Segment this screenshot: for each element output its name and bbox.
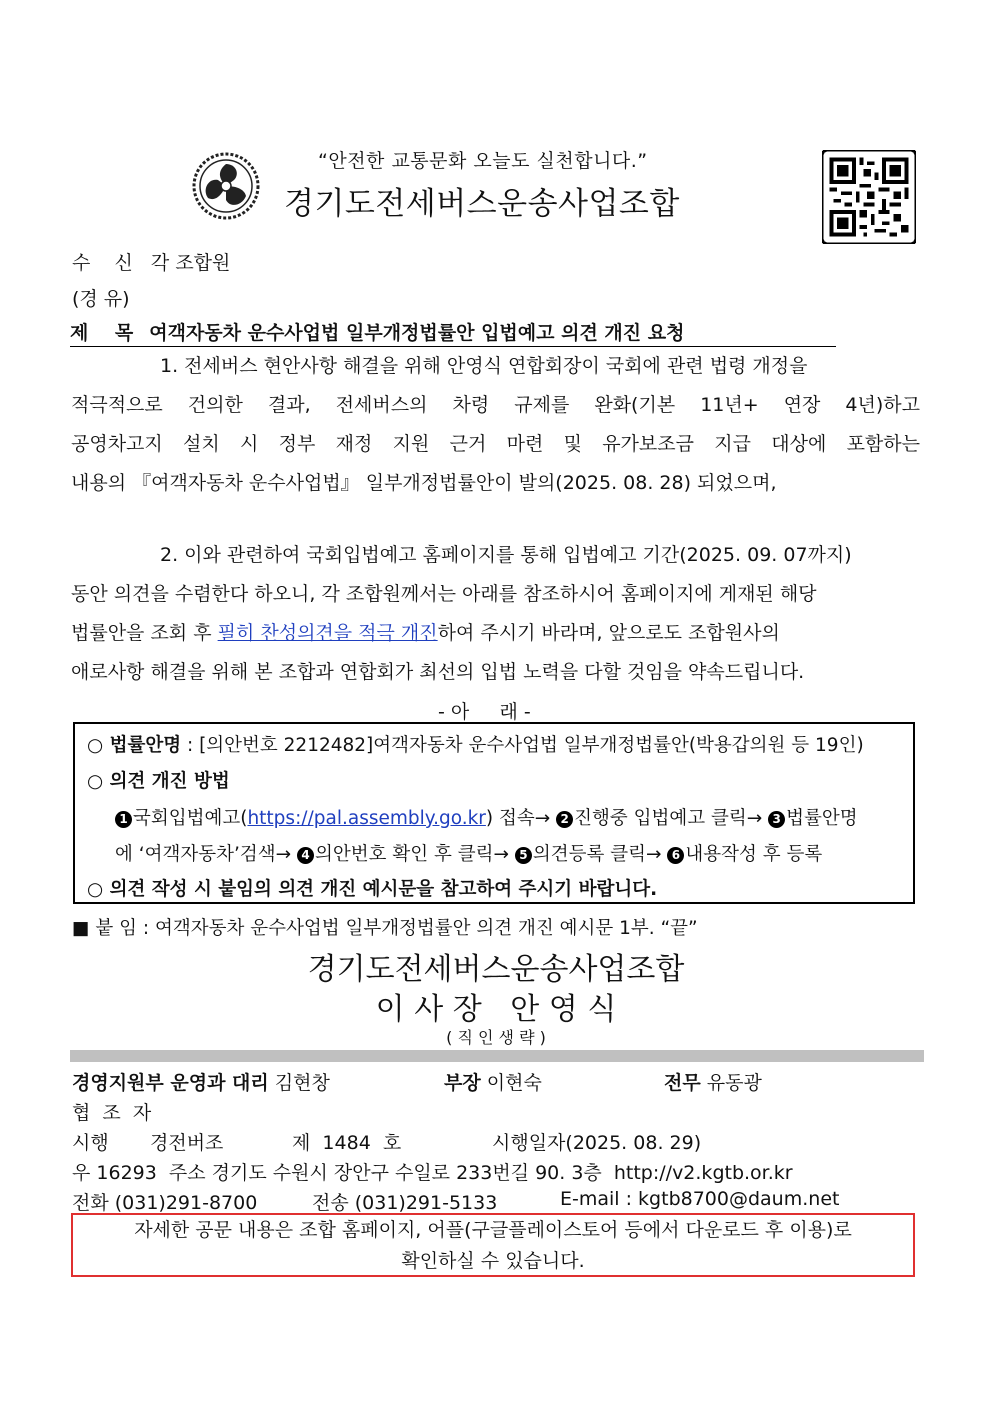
step-1-badge: 1 [115,811,132,828]
step-3-text: 법률안명 [786,808,858,829]
bill-value: : [의안번호 2212482]여객자동차 운수사업법 일부개정법률안(박용갑의원 등 19인) [181,735,864,756]
divider-bar [70,1050,924,1062]
union-logo-icon [190,150,262,222]
slogan: “안전한 교통문화 오늘도 실천합니다.” [318,150,648,172]
org-title: 경기도전세버스운송사업조합 [284,186,680,222]
app-notice-box [71,1213,915,1277]
director-name: 유동광 [700,1072,762,1094]
body-p2-line1: 2. 이와 관련하여 국회입법예고 홈페이지를 통해 입법예고 기간(2025. 09. 07까지) [160,544,852,566]
via-label: (경 유) [72,288,130,310]
recipient-label: 수 신 [72,252,133,274]
step-5-text: 의견등록 클릭→ [532,844,668,865]
body-p1-line2: 적극적으로 건의한 결과, 전세버스의 차령 규제를 완화(기본 11년+ 연장 4년)하고 [71,394,920,416]
recipient-row [72,248,230,275]
phone: 전화 (031)291-8700 [72,1192,258,1214]
drafter-row [72,1068,330,1095]
subject-label: 제 목 [70,322,134,344]
body-p2-line3 [71,618,920,645]
step-1-pre: 국회입법예고( [133,808,248,829]
step-4-text: 의안번호 확인 후 클릭→ [315,844,515,865]
body-p2-line2: 동안 의견을 수렴한다 하오니, 각 조합원께서는 아래를 참조하시어 홈페이지에 게재된 해당 [71,583,817,605]
step-1-post: ) 접속→ [485,808,557,829]
seal-note: ( 직 인 생 략 ) [446,1028,546,1047]
method-steps-line1 [115,804,858,830]
email[interactable]: E-mail : kgtb8700@daum.net [560,1188,840,1210]
manager-row [444,1068,542,1095]
enforce-label: 시행 [72,1132,109,1154]
notice-box [73,722,915,904]
drafter-label: 경영지원부 운영과 대리 [72,1072,269,1094]
emphasis-link[interactable]: 필히 찬성의견을 적극 개진 [217,622,438,644]
assembly-url-link[interactable]: https://pal.assembly.go.kr [247,808,486,829]
address-line: 우 16293 주소 경기도 수원시 장안구 수일로 233번길 90. 3층 http://v2.kgtb.or.kr [72,1162,793,1184]
doc-number: 제 1484 호 [292,1132,402,1154]
body-p2-line4: 애로사항 해결을 위해 본 조합과 연합회가 최선의 입법 노력을 다할 것임을 약속드립니다. [71,661,805,683]
step-5-badge: 5 [515,847,532,864]
manager-label: 부장 [444,1072,481,1094]
body-p1-line3: 공영차고지 설치 시 정부 재정 지원 근거 마련 및 유가보조금 지급 대상에 포함하는 [71,433,920,455]
step-3-cont: 에 ‘여객자동차’검색→ [115,844,297,865]
body-p1-line4: 내용의 『여객자동차 운수사업법』 일부개정법률안이 발의(2025. 08. 28) 되었으며, [71,472,777,494]
step-4-badge: 4 [297,847,314,864]
bill-label: ○ 법률안명 [87,735,182,756]
qr-code-icon[interactable] [822,150,916,244]
manager-name: 이현숙 [480,1072,542,1094]
signature-org: 경기도전세버스운송사업조합 [307,952,685,987]
drafter-name: 김현창 [268,1072,330,1094]
signature-title: 이 사 장 안 영 식 [375,992,617,1027]
closing-note: ○ 의견 작성 시 붙임의 의견 개진 예시문을 참고하여 주시기 바랍니다. [87,879,658,900]
step-2-text: 진행중 입법예고 클릭→ [574,808,769,829]
subject-row [70,318,836,347]
method-steps-line2 [115,840,822,866]
fax: 전송 (031)291-5133 [312,1192,498,1214]
step-3-badge: 3 [768,811,785,828]
body-p2-line3-post: 하여 주시기 바라며, 앞으로도 조합원사의 [437,622,780,644]
director-label: 전무 [664,1072,701,1094]
body-p1-line1: 1. 전세버스 현안사항 해결을 위해 안영식 연합회장이 국회에 관련 법령 개정을 [160,355,808,377]
director-row [664,1068,762,1095]
enforce-dept: 경전버조 [150,1132,224,1154]
step-2-badge: 2 [556,811,573,828]
app-notice-line2: 확인하실 수 있습니다. [401,1250,585,1272]
cooperator-label: 협 조 자 [72,1102,152,1124]
enforce-date: 시행일자(2025. 08. 29) [492,1132,702,1154]
subject-value: 여객자동차 운수사업법 일부개정법률안 입법예고 의견 개진 요청 [149,322,685,344]
attachment-line: ■ 붙 임 : 여객자동차 운수사업법 일부개정법률안 의견 개진 예시문 1부. “끝” [72,918,698,939]
body-p2-line3-pre: 법률안을 조회 후 [71,622,218,644]
bill-row [87,731,864,757]
method-label: ○ 의견 개진 방법 [87,771,230,792]
app-notice-line1: 자세한 공문 내용은 조합 홈페이지, 어플(구글플레이스토어 등에서 다운로드 후 이용)로 [134,1219,852,1241]
recipient-value: 각 조합원 [150,252,231,274]
notice-heading: - 아 래 - [438,701,531,723]
step-6-text: 내용작성 후 등록 [685,844,823,865]
step-6-badge: 6 [667,847,684,864]
